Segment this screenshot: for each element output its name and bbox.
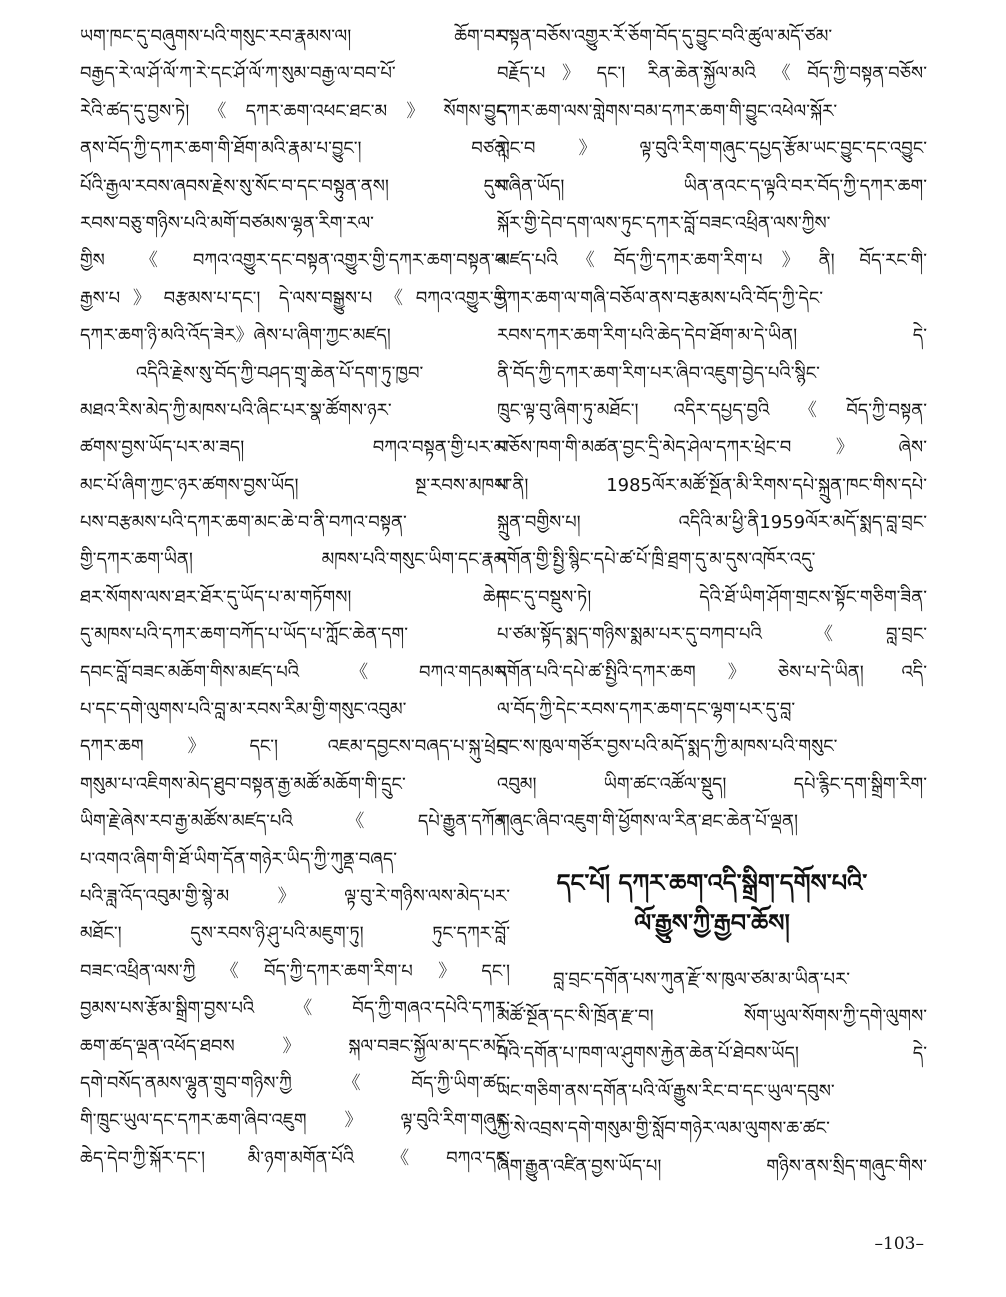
- text-line: འབུམ། ཡིག་ཚང་འཚོལ་སྡུད། དཔེ་རྙིང་དག་སྒྲིག་རིག་: [497, 773, 927, 795]
- text-line: གྱི་དཀར་ཆག་ཡིན། མཁས་པའི་གསུང་ཡིག་དང་རྣམ་: [80, 549, 510, 571]
- text-line: པ་ཙམ་སྟོད་སྨད་གཉིས་སྨམ་པར་དུ་བཀབ་པའི《བླ་བྲང་: [497, 624, 927, 646]
- text-line: རབས་བཅུ་གཉིས་པའི་མགོ་བཙམས་ལྷན་རིག་རལ་: [80, 212, 374, 234]
- text-line: པའི་དགོན་པ་ཁག་ལ་ཤུགས་རྐྱེན་ཆེན་པོ་ཐེབས་ཡོད། དེ་: [497, 1043, 927, 1065]
- text-line: དཀར་ཆག》དང་། འཇམ་དབྱངས་བཞད་པ་སྐུ་ཕྲེང་: [80, 736, 510, 758]
- text-line: གླེང་བ》ལྟ་བུའི་རིག་གཞུང་དཔྱད་རྩོམ་ཡང་བྱུང་དང་འབྱུང་: [497, 138, 927, 160]
- text-line: དཀར་ཆག་ལས་གླེགས་བམ་དཀར་ཆག་གི་བྱུང་འཕེལ་སྐོར་: [497, 100, 838, 122]
- text-line: བཅོས་ཁག་གི་མཚན་བྱང་དྲི་མེད་ཤེལ་དཀར་ཕྲེང་བ》ཞེས་: [497, 437, 927, 459]
- right-column: [497, 18, 927, 1185]
- text-line: མང་པོ་ཞིག་ཀྱང་ཉར་ཚགས་བྱས་ཡོད། སྔ་རབས་མཁས་: [80, 474, 510, 496]
- text-line: པས་བརྩམས་པའི་དཀར་ཆག་མང་ཆེ་བ་ནི་བཀའ་བསྟན་: [80, 512, 407, 534]
- text-line: ནི་བོད་ཀྱི་དཀར་ཆག་རིག་པར་ཞིབ་འཇུག་བྱེད་པའི་སྙིང་: [497, 362, 820, 384]
- text-line: དགོན་གྱི་སྤྱི་སྙིང་དཔེ་ཚ་པོ་ཁྲི་ཐྲག་དུ་མ་དུས་འཁོར་འདུ་: [497, 549, 816, 571]
- text-line: དཀར་ཆག་ལ་གཞི་བཅོལ་ནས་བརྩམས་པའི་བོད་ཀྱི་དེང་: [497, 287, 824, 309]
- right-paragraph-2: [497, 961, 927, 1185]
- text-line: དབང་བློ་བཟང་མཆོག་གིས་མཛད་པའི《བཀའ་གདམས་: [80, 661, 510, 683]
- text-line: བཟང་འཕྲིན་ལས་ཀྱི《བོད་ཀྱི་དཀར་ཆག་རིག་པ》དང་།: [80, 960, 510, 982]
- text-line: བརྗོད་པ》དང་། རིན་ཆེན་སྐྱོལ་མའི《བོད་ཀྱི་བསྟན་བཅོས་: [497, 63, 927, 85]
- text-line: རྒྱས་པ》བརྩམས་པ་དང་། དེ་ལས་བསྒྱུས་པ《བཀའ་འགྱུར་གྱི་: [80, 287, 510, 309]
- text-line: ཡག་ཁང་དུ་བཞུགས་པའི་གསུང་རབ་རྣམས་ལ། ཆོག་བར་: [80, 26, 510, 47]
- text-line: མཐའ་རིས་མེད་ཀྱི་མཁས་པའི་ཞིང་པར་སྣ་ཚོགས་ཉར་: [80, 399, 392, 421]
- text-line: གསུམ་པ་འཇིགས་མེད་ཐུབ་བསྟན་རྒྱ་མཚོ་མཆོག་གི་དྲུང་: [80, 773, 406, 795]
- text-line: པ་དང་དགེ་ལུགས་པའི་བླ་མ་རབས་རིམ་གྱི་གསུང་འབུམ་: [80, 699, 407, 721]
- section-heading-line: ལོ་རྒྱུས་ཀྱི་རྒྱབ་ཆོས།: [634, 908, 790, 937]
- left-paragraph-2: [80, 355, 510, 1178]
- text-line: པའི་ཟླ་འོད་འབུམ་གྱི་སྙེ་མ》ལྟ་བུ་རེ་གཉིས་ལས་མེད་པར་: [80, 885, 510, 907]
- text-line: དཀར་ཆག་ཉི་མའི་འོད་ཟེར》ཞེས་པ་ཞིག་ཀྱང་མཛད།: [80, 325, 391, 347]
- text-line: པ་འགའ་ཞིག་གི་ཐོ་ཡིག་དོན་གཉེར་ཡིད་ཀྱི་ཀུནྡ་བཞད་: [80, 848, 398, 870]
- page-number: –103–: [874, 1234, 924, 1254]
- text-line: ཆག་ཚད་ལྡན་འཕོད་ཐབས》སྐལ་བཟང་སྐྱོལ་མ་དང་མདོ་: [80, 1035, 510, 1057]
- text-line: ནས་བོད་ཀྱི་དཀར་ཆག་གི་ཐོག་མའི་རྣམ་པ་བྱུང་། བཙན་: [80, 138, 510, 160]
- text-line: མཛད་པའི《བོད་ཀྱི་དཀར་ཆག་རིག་པ》ནི། བོད་རང་གི་: [497, 250, 927, 272]
- text-line: ཞིག་རྒྱུན་འཛིན་བྱས་ཡོད་པ། གཉིས་ནས་སྲིད་གཞུང་གིས་: [497, 1155, 927, 1177]
- text-line: རེའི་ཚད་དུ་བྱས་ཏེ།《དཀར་ཆག་འཕང་ཐང་མ》སོགས་བྱུང་: [80, 100, 510, 122]
- text-line: ཐར་སོགས་ལས་ཐར་ཐོར་དུ་ཡོད་པ་མ་གཏོགས། ཆེད་: [80, 586, 510, 608]
- right-paragraph-1: [497, 18, 927, 841]
- text-line: བརྒྱད་རེ་ལ་ཤོ་ལོ་ཀ་རེ་དང་ཤོ་ལོ་ཀ་སུམ་བརྒྱ་ལ་བབ་པོ་: [80, 63, 396, 85]
- section-heading: [497, 841, 927, 961]
- text-line: གྱིས《བཀའ་འགྱུར་དང་བསྟན་འགྱུར་གྱི་དཀར་ཆག་བསྟན་པ་: [80, 250, 510, 272]
- text-line: བཞིན་ཡོད། ཡིན་ནའང་ད་ལྟའི་བར་བོད་ཀྱི་དཀར་ཆག་: [497, 175, 927, 197]
- text-line: ལ་བོད་ཀྱི་དེང་རབས་དཀར་ཆག་དང་ལྷག་པར་དུ་བླ་: [497, 699, 796, 721]
- text-line: ཆེད་དེབ་ཀྱི་སྐོར་དང་། མི་ཉག་མགོན་པོའི《བཀའ་དང་: [80, 1147, 510, 1169]
- text-line: བྱམས་པས་རྩོམ་སྒྲིག་བྱས་པའི《བོད་ཀྱི་གཞའ་དཔེའི་དཀར་: [80, 998, 510, 1020]
- text-line: ཚགས་བྱས་ཡོད་པར་མ་ཟད། བཀའ་བསྟན་གྱི་པར་མ་: [80, 437, 510, 459]
- text-line: དུ་མཁས་པའི་དཀར་ཆག་བཀོད་པ་ཡོད་པ་ཀློང་ཆེན་དག་: [80, 624, 408, 646]
- text-line: ཡིག་རྗེ་ཞེས་རབ་རྒྱ་མཚོས་མཛད་པའི《དཔེ་རྒྱུན་དཀོན་: [80, 811, 510, 833]
- section-heading-line: དང་པོ། དཀར་ཆག་འདི་སྒྲིག་དགོས་པའི་: [556, 868, 868, 897]
- text-line: མཚོ་སྔོན་དང་སི་ཁྲོན་རྫ་བ། སོག་ཡུལ་སོགས་ཀྱི་དགེ་ལུགས་: [497, 1005, 927, 1027]
- text-line: པོའི་རྒྱལ་རབས་ཞབས་རྗེས་སུ་སོང་བ་དང་བསྟུན་ནས། དུས་: [80, 175, 510, 197]
- text-line: སྐྲུན་བགྱིས་པ། འདིའི་མ་ཕྱི་ནི1959ལོར་མདོ་སྨད་བླ་བྲང་: [497, 512, 927, 534]
- text-line: བསྟན་བཅོས་འགྱུར་རོ་ཅོག་བོད་དུ་བྱུང་བའི་ཚུལ་མདོ་ཙམ་: [497, 26, 833, 47]
- text-line: ཁང་དུ་བསྡུས་ཏེ། དེའི་ཐོ་ཡིག་ཤོག་གྲངས་སྟོང་གཅིག་ཟིན་: [497, 586, 927, 608]
- text-line: ཀྱི་སེ་འབྲས་དགེ་གསུམ་གྱི་སློབ་གཉེར་ལམ་ལུགས་ཆ་ཚང་: [497, 1118, 830, 1140]
- text-line: འདིའི་རྗེས་སུ་བོད་ཀྱི་བཤད་གྲྭ་ཆེན་པོ་དག་ཏུ་ཁྱབ་: [136, 362, 424, 384]
- text-line: རབས་དཀར་ཆག་རིག་པའི་ཆེད་དེབ་ཐོག་མ་དེ་ཡིན། དེ་: [497, 325, 927, 347]
- text-line: བྲང་ས་ཁུལ་གཙོར་བྱས་པའི་མདོ་སྨད་ཀྱི་མཁས་པའི་གསུང་: [497, 736, 838, 758]
- text-line: གི་ཁྲུང་ཡུལ་དང་དཀར་ཆག་ཞིབ་འཇུག》ལྟ་བུའི་རིག་གཞུང་: [80, 1110, 510, 1132]
- text-line: ཡང་གཅིག་ནས་དགོན་པའི་ལོ་རྒྱུས་རིང་བ་དང་ཡུལ་དབུས་: [497, 1080, 835, 1102]
- text-line: དགེ་བསོད་ནམས་ལྷུན་གྲུབ་གཉིས་ཀྱི《བོད་ཀྱི་ཡིག་ཚང་: [80, 1072, 510, 1094]
- text-line: གཞུང་ཞིབ་འཇུག་གི་ཕྱོགས་ལ་རིན་ཐང་ཆེན་པོ་ལྡན།: [497, 811, 798, 833]
- text-line: ཁྲུང་ལྟ་བུ་ཞིག་ཏུ་མཐོང་། འདིར་དཔྱད་བྱའི《བོད་ཀྱི་བསྟན་: [497, 399, 927, 421]
- left-paragraph-1: [80, 18, 510, 355]
- text-line: མཐོང་། དུས་རབས་ཉི་ཤུ་པའི་མཇུག་ཏུ། ཏུང་དཀར་བློ་: [80, 923, 510, 945]
- text-line: བླ་བྲང་དགོན་པས་ཀུན་རྫོ་ས་ཁུལ་ཙམ་མ་ཡིན་པར་: [553, 968, 851, 990]
- left-column: [80, 18, 510, 1177]
- text-line: དགོན་པའི་དཔེ་ཚ་སྤྱིའི་དཀར་ཆག》ཅེས་པ་དེ་ཡིན། འདི་: [497, 661, 927, 683]
- text-line: སྐོར་གྱི་དེབ་དག་ལས་ཏུང་དཀར་བློ་བཟང་འཕྲིན་ལས་ཀྱིས་: [497, 212, 831, 234]
- text-line: པ་ནི། 1985ལོར་མཚོ་སྔོན་མི་རིགས་དཔེ་སྐྲུན་ཁང་གིས་དཔེ་: [497, 474, 927, 496]
